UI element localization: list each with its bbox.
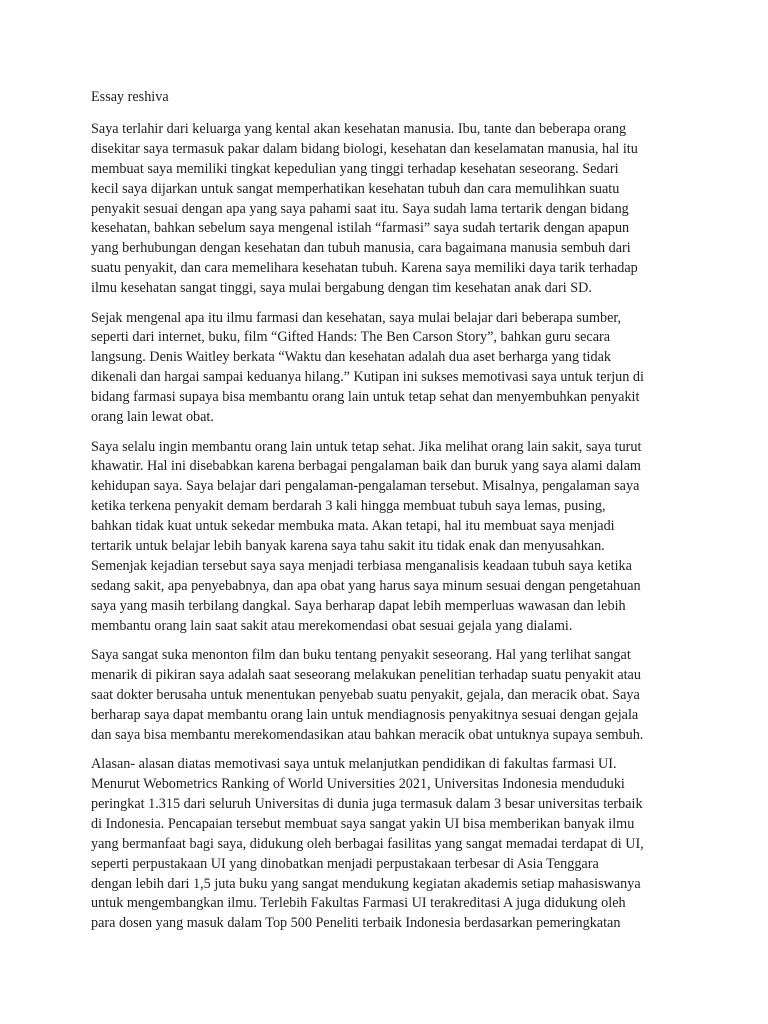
paragraph-line: bidang farmasi supaya bisa membantu orang lain untuk tetap sehat dan menyembuhkan penyakit [91, 389, 640, 406]
paragraph-line: penyakit sesuai dengan apa yang saya pahami saat itu. Saya sudah lama tertarik dengan bidang [91, 200, 629, 217]
paragraph-line: di Indonesia. Pencapaian tersebut membuat saya sangat yakin UI bisa memberikan banyak ilmu [91, 815, 635, 832]
paragraph-line: disekitar saya termasuk pakar dalam bidang biologi, kesehatan dan keselamatan manusia, hal itu [91, 140, 638, 157]
paragraph-line: Semenjak kejadian tersebut saya saya menjadi terbiasa menganalisis keadaan tubuh saya ketika [91, 557, 632, 574]
paragraph-4 [91, 646, 686, 746]
document-body [91, 120, 686, 934]
paragraph-line: sedang sakit, apa penyebabnya, dan apa obat yang harus saya minum sesuai dengan pengetahuan [91, 577, 641, 594]
paragraph-3 [91, 438, 686, 637]
paragraph-line: seperti dari internet, buku, film “Gifted Hands: The Ben Carson Story”, bahkan guru secara [91, 329, 611, 346]
paragraph-line: peringkat 1.315 dari seluruh Universitas di dunia juga termasuk dalam 3 besar universitas terbaik [91, 795, 643, 812]
paragraph-line: yang bermanfaat bagi saya, didukung oleh berbagai fasilitas yang sangat memadai terdapat di UI, [91, 835, 644, 852]
paragraph-line: ilmu kesehatan sangat tinggi, saya mulai bergabung dengan tim kesehatan anak dari SD. [91, 280, 592, 297]
paragraph-line: saat dokter berusaha untuk menentukan penyebab suatu penyakit, gejala, dan meracik obat. Saya [91, 686, 640, 703]
paragraph-5 [91, 755, 686, 934]
paragraph-line: kehidupan saya. Saya belajar dari pengalaman-pengalaman tersebut. Misalnya, pengalaman saya [91, 478, 640, 495]
paragraph-line: para dosen yang masuk dalam Top 500 Peneliti terbaik Indonesia berdasarkan pemeringkatan [91, 915, 621, 932]
paragraph-line: membuat saya memiliki tingkat kepedulian yang tinggi terhadap kesehatan seseorang. Sedari [91, 160, 619, 177]
paragraph-line: untuk mengembangkan ilmu. Terlebih Fakultas Farmasi UI terakreditasi A juga didukung oleh [91, 895, 626, 912]
paragraph-line: saya yang masih terbilang dangkal. Saya berharap dapat lebih memperluas wawasan dan lebih [91, 597, 626, 614]
paragraph-line: dan saya bisa membantu merekomendasikan atau bahkan meracik obat untuknya supaya sembuh. [91, 726, 644, 743]
paragraph-line: kesehatan, bahkan sebelum saya mengenal istilah “farmasi” saya sudah tertarik dengan apapun [91, 220, 630, 237]
paragraph-line: kecil saya dijarkan untuk sangat memperhatikan kesehatan tubuh dan cara memulihkan suatu [91, 180, 620, 197]
paragraph-line: Sejak mengenal apa itu ilmu farmasi dan kesehatan, saya mulai belajar dari beberapa sumber, [91, 309, 622, 326]
paragraph-line: Menurut Webometrics Ranking of World Universities 2021, Universitas Indonesia menduduki [91, 776, 625, 792]
paragraph-line: ketika terkena penyakit demam berdarah 3 kali hingga membuat tubuh saya lemas, pusing, [91, 498, 606, 515]
paragraph-2 [91, 309, 686, 428]
paragraph-line: berharap saya dapat membantu orang lain untuk mendiagnosis penyakitnya sesuai dengan gejala [91, 706, 639, 723]
document-title: Essay reshiva [91, 89, 169, 105]
paragraph-line: langsung. Denis Waitley berkata “Waktu dan kesehatan adalah dua aset berharga yang tidak [91, 349, 611, 366]
paragraph-line: orang lain lewat obat. [91, 409, 214, 426]
paragraph-line: dengan lebih dari 1,5 juta buku yang sangat mendukung kegiatan akademis setiap mahasiswanya [91, 875, 641, 892]
paragraph-line: Alasan- alasan diatas memotivasi saya untuk melanjutkan pendidikan di fakultas farmasi UI. [91, 756, 617, 773]
paragraph-line: Saya sangat suka menonton film dan buku tentang penyakit seseorang. Hal yang terlihat sangat [91, 647, 631, 664]
paragraph-1 [91, 120, 686, 299]
paragraph-line: menarik di pikiran saya adalah saat seseorang melakukan penelitian terhadap suatu penyakit atau [91, 666, 641, 683]
paragraph-line: Saya terlahir dari keluarga yang kental akan kesehatan manusia. Ibu, tante dan beberapa orang [91, 120, 627, 137]
paragraph-line: bahkan tidak kuat untuk sekedar membuka mata. Akan tetapi, hal itu membuat saya menjadi [91, 518, 615, 535]
paragraph-line: membantu orang lain saat sakit atau merekomendasi obat sesuai gejala yang dialami. [91, 617, 573, 634]
paragraph-line: dikenali dan hargai sampai keduanya hilang.” Kutipan ini sukses memotivasi saya untuk terjun di [91, 369, 644, 386]
paragraph-line: suatu penyakit, dan cara memelihara kesehatan tubuh. Karena saya memiliki daya tarik terhadap [91, 260, 638, 277]
paragraph-line: tertarik untuk belajar lebih banyak karena saya tahu sakit itu tidak enak dan menyusahkan. [91, 538, 605, 555]
paragraph-line: yang berhubungan dengan kesehatan dan tubuh manusia, cara bagaimana manusia sembuh dari [91, 240, 631, 257]
paragraph-line: khawatir. Hal ini disebabkan karena berbagai pengalaman baik dan buruk yang saya alami dalam [91, 458, 641, 475]
paragraph-line: Saya selalu ingin membantu orang lain untuk tetap sehat. Jika melihat orang lain sakit, saya turut [91, 438, 642, 455]
paragraph-line: seperti perpustakaan UI yang dinobatkan menjadi perpustakaan terbesar di Asia Tenggara [91, 855, 599, 872]
